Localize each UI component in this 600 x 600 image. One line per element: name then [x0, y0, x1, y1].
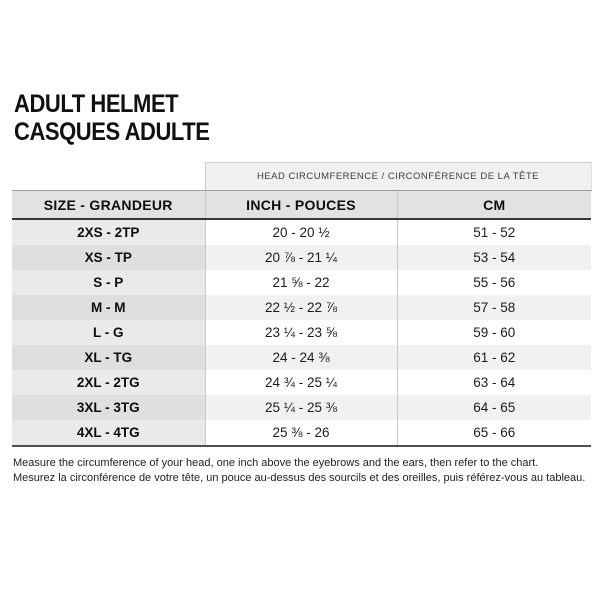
size-cell: M - M [12, 295, 205, 320]
table-row [12, 345, 591, 370]
table-row [12, 420, 591, 446]
page-title [14, 90, 210, 146]
cm-cell: 65 - 66 [397, 420, 591, 446]
inch-cell: 20 - 20 ½ [205, 219, 397, 245]
table-row [12, 370, 591, 395]
inch-cell: 23 ¼ - 23 ⅝ [205, 320, 397, 345]
inch-cell: 25 ⅜ - 26 [205, 420, 397, 446]
footer-note-en: Measure the circumference of your head, one inch above the eyebrows and the ears, then refer to the chart. [13, 457, 539, 469]
table-row [12, 219, 591, 245]
page-title-fr: CASQUES ADULTE [14, 118, 210, 146]
size-cell: 2XL - 2TG [12, 370, 205, 395]
table-row [12, 295, 591, 320]
page-title-en: ADULT HELMET [14, 90, 179, 118]
table-row [12, 245, 591, 270]
size-cell: 4XL - 4TG [12, 420, 205, 446]
column-header-inch: INCH - POUCES [205, 191, 397, 220]
cm-cell: 64 - 65 [397, 395, 591, 420]
size-cell: XS - TP [12, 245, 205, 270]
size-cell: XL - TG [12, 345, 205, 370]
column-header-row [12, 191, 591, 220]
column-header-size: SIZE - GRANDEUR [12, 191, 205, 220]
head-circumference-span-header: HEAD CIRCUMFERENCE / CIRCONFÉRENCE DE LA TÊTE [205, 163, 591, 191]
inch-cell: 25 ¼ - 25 ⅜ [205, 395, 397, 420]
span-header-row [12, 163, 591, 191]
size-chart-table [12, 162, 592, 447]
inch-cell: 22 ½ - 22 ⅞ [205, 295, 397, 320]
inch-cell: 20 ⅞ - 21 ¼ [205, 245, 397, 270]
column-header-cm: CM [397, 191, 591, 220]
table-row [12, 395, 591, 420]
measurement-instructions [13, 456, 585, 485]
corner-cell [12, 163, 205, 191]
size-cell: 2XS - 2TP [12, 219, 205, 245]
cm-cell: 51 - 52 [397, 219, 591, 245]
cm-cell: 59 - 60 [397, 320, 591, 345]
cm-cell: 55 - 56 [397, 270, 591, 295]
cm-cell: 57 - 58 [397, 295, 591, 320]
cm-cell: 61 - 62 [397, 345, 591, 370]
size-cell: S - P [12, 270, 205, 295]
table-row [12, 320, 591, 345]
footer-note-fr: Mesurez la circonférence de votre tête, un pouce au-dessus des sourcils et des oreilles, puis référez-vous au tableau. [13, 471, 586, 484]
cm-cell: 63 - 64 [397, 370, 591, 395]
size-cell: 3XL - 3TG [12, 395, 205, 420]
table-row [12, 270, 591, 295]
size-cell: L - G [12, 320, 205, 345]
cm-cell: 53 - 54 [397, 245, 591, 270]
inch-cell: 21 ⅝ - 22 [205, 270, 397, 295]
inch-cell: 24 - 24 ⅜ [205, 345, 397, 370]
inch-cell: 24 ¾ - 25 ¼ [205, 370, 397, 395]
